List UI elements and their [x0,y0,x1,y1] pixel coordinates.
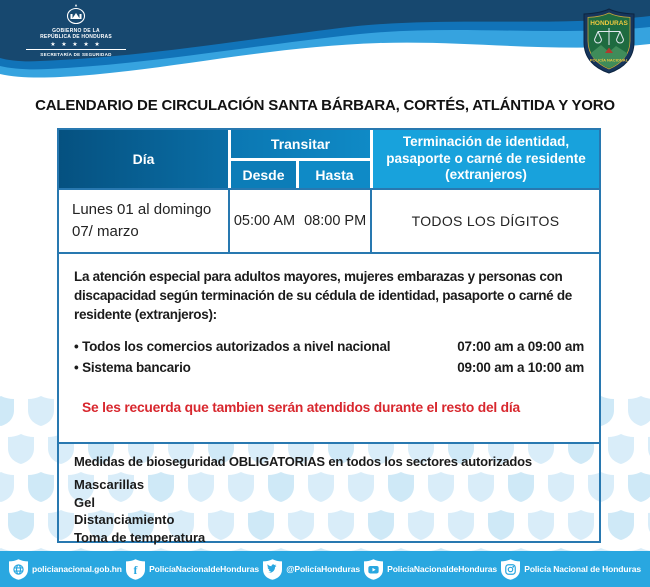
globe-icon [9,559,28,580]
government-logo [26,3,126,57]
header-banner [0,0,650,85]
table-cell-dia: Lunes 01 al domingo 07/ marzo [59,188,228,252]
footer-bar [0,551,650,587]
special-attention-section [59,252,599,442]
instagram-icon [501,559,520,580]
list-item: Distanciamiento [74,512,175,528]
footer-link-twitter [263,559,360,580]
footer-link-label: @PolicíaHonduras [286,564,360,574]
list-item [74,358,584,379]
footer-link-facebook [126,559,259,580]
list-item: Gel [74,494,95,510]
youtube-icon [364,559,383,580]
circulation-table [59,130,599,252]
footer-link-label: PolicíaNacionaldeHonduras [149,564,259,574]
column-header-transitar: Transitar [228,130,370,158]
column-header-terminacion: Terminación de identidad, pasaporte o carné de residente (extranjeros) [370,130,599,188]
schedule-item-label: • Sistema bancario [74,359,191,375]
table-cell-desde: 05:00 AM [233,213,296,229]
footer-link-youtube [364,559,497,580]
footer-link-instagram [501,559,641,580]
twitter-icon [263,559,282,580]
facebook-icon [126,559,145,580]
gov-logo-stars: ★ ★ ★ ★ ★ [50,42,102,48]
badge-country-label: HONDURAS [590,20,628,27]
reminder-note: Se les recuerda que tambien serán atendidos durante el resto del día [82,399,521,415]
schedule-item-time: 07:00 am a 09:00 am [457,338,584,354]
honduras-coat-of-arms-icon [63,3,89,27]
schedule-list [74,337,584,379]
svg-text:f: f [133,562,138,577]
schedule-item-label: • Todos los comercios autorizados a nivel nacional [74,338,391,354]
police-badge-icon [582,8,636,74]
biosecurity-list [74,476,584,546]
table-cell-terminacion: TODOS LOS DÍGITOS [370,188,599,252]
gov-logo-line2: REPÚBLICA DE HONDURAS [40,34,112,40]
footer-link-label: policianacional.gob.hn [32,564,122,574]
column-header-desde: Desde [228,158,296,188]
badge-organization-label: POLICÍA NACIONAL [589,57,629,63]
list-item: Mascarillas [74,477,145,492]
gov-logo-department: SECRETARÍA DE SEGURIDAD [26,49,126,57]
column-header-hasta: Hasta [296,158,370,188]
footer-link-label: PolicíaNacionaldeHonduras [387,564,498,574]
gov-logo-line1: GOBIERNO DE LA [52,28,100,34]
list-item [74,337,584,358]
footer-link-label: Policía Nacional de Honduras [524,564,641,574]
footer-link-website [9,559,122,580]
special-attention-paragraph: La atención especial para adultos mayores, mujeres embarazas y personas con discapacidad según terminación de su cédula de identidad, pasaporte o carné de residente (extranjeros): [74,269,572,322]
page-title: CALENDARIO DE CIRCULACIÓN SANTA BÁRBARA, CORTÉS, ATLÁNTIDA Y YORO [35,97,615,114]
list-item: Toma de temperatura [74,529,206,545]
table-cell-horario [228,188,370,252]
biosecurity-title: Medidas de bioseguridad OBLIGATORIAS en todos los sectores autorizados [74,454,532,469]
schedule-item-time: 09:00 am a 10:00 am [457,359,584,375]
column-header-dia: Día [59,130,228,188]
content-box [57,128,601,543]
police-badge [582,8,636,79]
table-cell-hasta: 08:00 PM [304,213,367,229]
biosecurity-section [59,442,599,545]
